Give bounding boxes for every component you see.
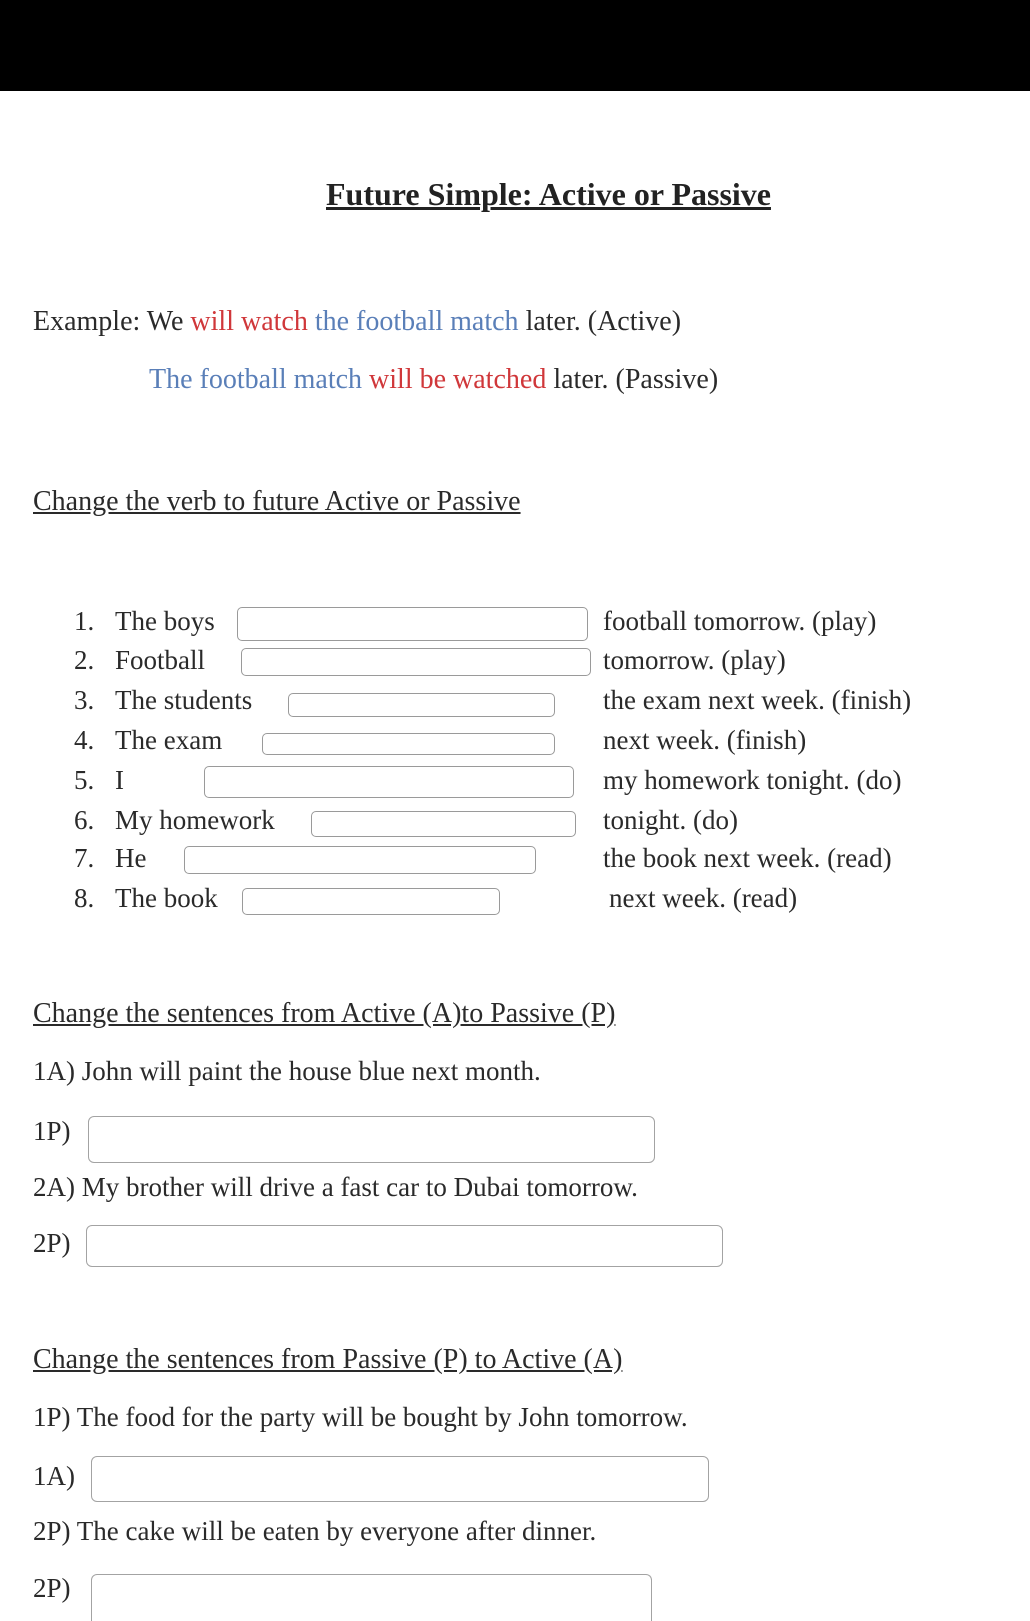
passive-answer-box-1[interactable] <box>88 1116 655 1163</box>
list-item-subject: The exam <box>115 725 223 755</box>
list-item-number: 2. <box>74 645 95 675</box>
example-active-verb: will watch <box>190 306 308 337</box>
list-item-rest: the exam next week. (finish) <box>603 685 912 715</box>
row-label: 1A) <box>33 1056 75 1086</box>
list-item-rest: the book next week. (read) <box>603 843 892 873</box>
list-item-rest: tonight. (do) <box>603 805 738 835</box>
list-item-number: 8. <box>74 883 95 913</box>
example-passive-verb: will be watched <box>369 364 547 395</box>
active-answer-box-2[interactable] <box>91 1574 652 1621</box>
passive-sentence-1 <box>33 1402 688 1433</box>
list-item-subject: The boys <box>115 606 215 636</box>
page-title: Future Simple: Active or Passive <box>326 176 771 212</box>
list-item-number: 7. <box>74 843 95 873</box>
list-item-subject: The book <box>115 883 218 913</box>
answer-box-5[interactable] <box>204 766 574 798</box>
passive-answer-box-2[interactable] <box>86 1225 723 1267</box>
list-item-subject: Football <box>115 645 206 675</box>
row-label: 1P) <box>33 1402 71 1432</box>
row-label: 1P) <box>33 1116 71 1146</box>
list-item-subject: The students <box>115 685 253 715</box>
list-item-number: 4. <box>74 725 95 755</box>
active-sentence-2 <box>33 1172 638 1203</box>
answer-box-3[interactable] <box>288 693 555 717</box>
list-item-subject: I <box>115 765 124 795</box>
section1-heading: Change the verb to future Active or Passive <box>33 486 521 517</box>
example-active-object: the football match <box>314 306 519 337</box>
list-item-subject: My homework <box>115 805 275 835</box>
row-label: 2P) <box>33 1516 71 1546</box>
row-label: 2A) <box>33 1172 75 1202</box>
answer-box-1[interactable] <box>237 607 588 641</box>
active-answer-box-1[interactable] <box>91 1456 709 1502</box>
sentence-text: My brother will drive a fast car to Dubai tomorrow. <box>81 1172 638 1202</box>
list-item-rest: my homework tonight. (do) <box>603 765 902 795</box>
list-item-rest: football tomorrow. (play) <box>603 606 877 636</box>
answer-box-6[interactable] <box>311 811 576 837</box>
sentence-text: The food for the party will be bought by John tomorrow. <box>76 1402 688 1432</box>
list-item-rest: next week. (read) <box>609 883 798 913</box>
list-item-subject: He <box>115 843 147 873</box>
section2-heading: Change the sentences from Active (A)to Passive (P) <box>33 998 616 1029</box>
list-item-number: 3. <box>74 685 95 715</box>
row-label: 1A) <box>33 1461 75 1491</box>
list-item-number: 1. <box>74 606 95 636</box>
list-item-rest: next week. (finish) <box>603 725 807 755</box>
answer-box-7[interactable] <box>184 846 536 874</box>
example-label: Example: <box>33 306 141 337</box>
example-passive-sentence <box>149 364 718 396</box>
section3-heading: Change the sentences from Passive (P) to Active (A) <box>33 1344 623 1375</box>
active-sentence-1 <box>33 1056 541 1087</box>
row-label: 2P) <box>33 1228 71 1258</box>
list-item-rest: tomorrow. (play) <box>603 645 786 675</box>
answer-box-4[interactable] <box>262 733 555 755</box>
example-passive-rest: later. (Passive) <box>553 364 719 395</box>
example-passive-subject: The football match <box>149 364 363 395</box>
row-label: 2P) <box>33 1573 71 1603</box>
answer-box-2[interactable] <box>241 648 591 676</box>
example-active-sentence <box>33 306 681 338</box>
example-active-rest: later. (Active) <box>525 306 682 337</box>
answer-box-8[interactable] <box>242 888 500 915</box>
sentence-text: John will paint the house blue next month. <box>81 1056 541 1086</box>
list-item-number: 6. <box>74 805 95 835</box>
sentence-text: The cake will be eaten by everyone after dinner. <box>76 1516 597 1546</box>
passive-sentence-2 <box>33 1516 596 1547</box>
example-active-subject: We <box>146 306 184 337</box>
top-black-bar <box>0 0 1030 91</box>
list-item-number: 5. <box>74 765 95 795</box>
